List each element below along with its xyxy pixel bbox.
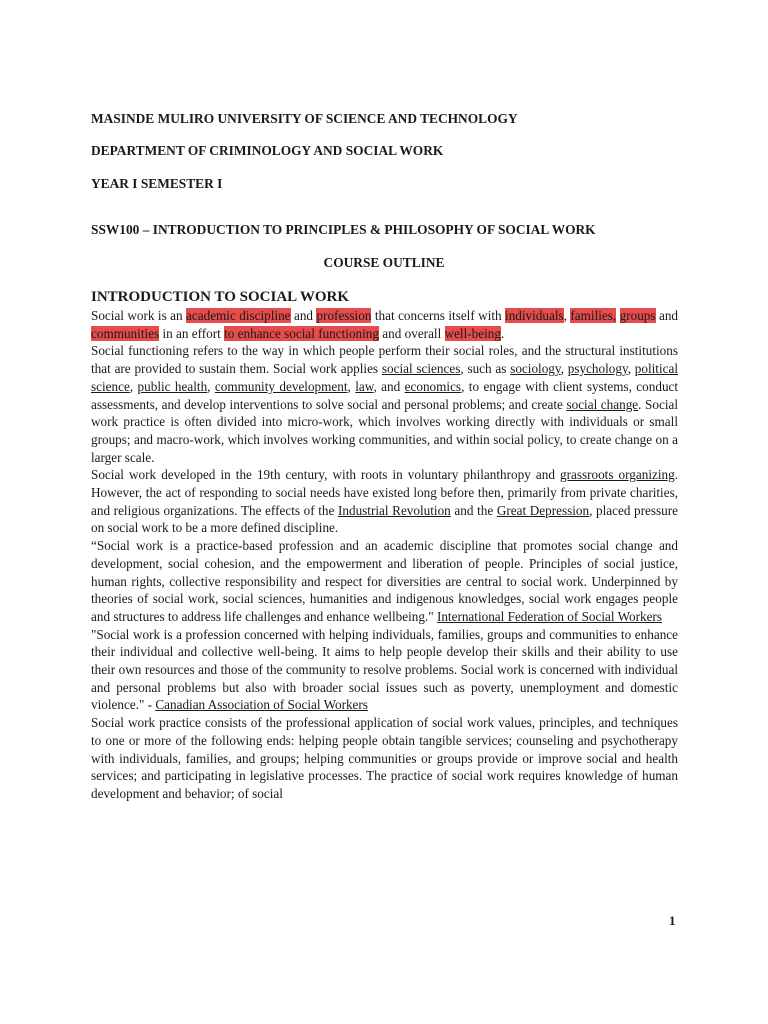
text-run: , (563, 308, 571, 323)
underlined-link[interactable]: Great Depression (496, 502, 590, 518)
text-run: , (560, 361, 568, 377)
year-semester: YEAR I SEMESTER I (91, 176, 223, 191)
text-run: and the (450, 502, 497, 518)
underlined-link[interactable]: grassroots organizing (560, 467, 675, 483)
highlighted-term: to enhance social functioning (224, 325, 379, 341)
text-run: Social work developed in the 19th century, with roots in voluntary philanthropy and (91, 467, 560, 483)
text-run: , and (373, 378, 405, 394)
highlighted-term: well-being (444, 325, 501, 341)
text-run: in an effort (159, 325, 225, 341)
underlined-link[interactable]: community development (214, 378, 348, 394)
text-run: . However, the act of responding to social needs have existed long before then, primarily from private charities, and religious organizations. The effects of the (91, 467, 678, 518)
text-run: , such as (460, 361, 511, 377)
text-run: , placed pressure on social work to be a more defined discipline. (91, 502, 678, 536)
text-run: , (207, 378, 215, 394)
highlighted-term: communities (91, 325, 160, 341)
underlined-link[interactable]: sociology (510, 361, 561, 377)
highlighted-term: profession (316, 308, 372, 323)
page-number: 1 (669, 913, 676, 928)
underlined-link[interactable]: social change (566, 396, 639, 412)
paragraph (91, 342, 678, 466)
underlined-link[interactable]: economics (404, 378, 462, 394)
paragraph (91, 626, 678, 715)
text-run: and (290, 308, 317, 323)
text-run: , to engage with client systems, conduct assessments, and develop interventions to solve social and personal problems; and create (91, 378, 679, 412)
paragraph (91, 714, 678, 803)
text-run: that concerns itself with (371, 308, 506, 323)
underlined-link[interactable]: public health (137, 378, 208, 394)
section-title: INTRODUCTION TO SOCIAL WORK (91, 289, 349, 305)
highlighted-term: groups (619, 308, 656, 323)
paragraph (91, 466, 678, 537)
paragraph (91, 537, 678, 626)
highlighted-term: academic discipline (186, 308, 291, 323)
underlined-link[interactable]: Canadian Association of Social Workers (155, 697, 368, 713)
text-run: and (655, 308, 679, 323)
underlined-link[interactable]: International Federation of Social Workers (436, 608, 662, 624)
paragraph (91, 307, 678, 342)
highlighted-term: families, (570, 308, 617, 323)
underlined-link[interactable]: social sciences (381, 361, 461, 377)
course-title: SSW100 – INTRODUCTION TO PRINCIPLES & PHILOSOPHY OF SOCIAL WORK (91, 222, 596, 237)
underlined-link[interactable]: Industrial Revolution (337, 502, 451, 518)
text-run: , (627, 361, 635, 377)
highlighted-term: individuals (505, 308, 564, 323)
text-run: "Social work is a profession concerned with helping individuals, families, groups and communities to enhance their individual and collective well-being. It aims to help people develop their skills and their ability to use their own resources and those of the community to resolve problems. Social work is concerned with individual and personal problems but also with broader social issues such as poverty, unemployment and domestic violence." - (91, 626, 678, 713)
department-name: DEPARTMENT OF CRIMINOLOGY AND SOCIAL WORK (91, 143, 444, 158)
text-run: Social work practice consists of the professional application of social work values, principles, and techniques to one or more of the following ends: helping people obtain tangible services; counseling and psychotherapy with individuals, families, and groups; helping communities or groups provide or improve social and health services; and participating in legislative processes. The practice of social work requires knowledge of human development and behavior; of social (91, 715, 678, 801)
text-run: Social work is an (91, 308, 187, 323)
underlined-link[interactable]: political science (91, 361, 678, 394)
course-outline-heading: COURSE OUTLINE (323, 255, 445, 270)
university-name: MASINDE MULIRO UNIVERSITY OF SCIENCE AND TECHNOLOGY (91, 111, 518, 126)
text-run: . (500, 325, 505, 341)
text-run: “Social work is a practice-based profession and an academic discipline that promotes social change and development, social cohesion, and the empowerment and liberation of people. Principles of social justice, human rights, collective responsibility and respect for diversities are central to social work. Underpinned by theories of social work, social sciences, humanities and indigenous knowledges, social work engages people and structures to address life challenges and enhance wellbeing." (91, 538, 678, 624)
underlined-link[interactable]: psychology (567, 361, 628, 377)
text-run: Social functioning refers to the way in which people perform their social roles, and the structural institutions that are provided to sustain them. Social work applies (91, 343, 678, 377)
underlined-link[interactable]: law (355, 378, 374, 394)
body-text (91, 307, 678, 803)
text-run: , (129, 378, 138, 394)
text-run: , (347, 378, 356, 394)
text-run: . Social work practice is often divided into micro-work, which involves working directly with individuals or small groups; and macro-work, which involves working communities, and within social policy, to create change on a larger scale. (91, 396, 678, 465)
text-run: and overall (379, 325, 445, 341)
